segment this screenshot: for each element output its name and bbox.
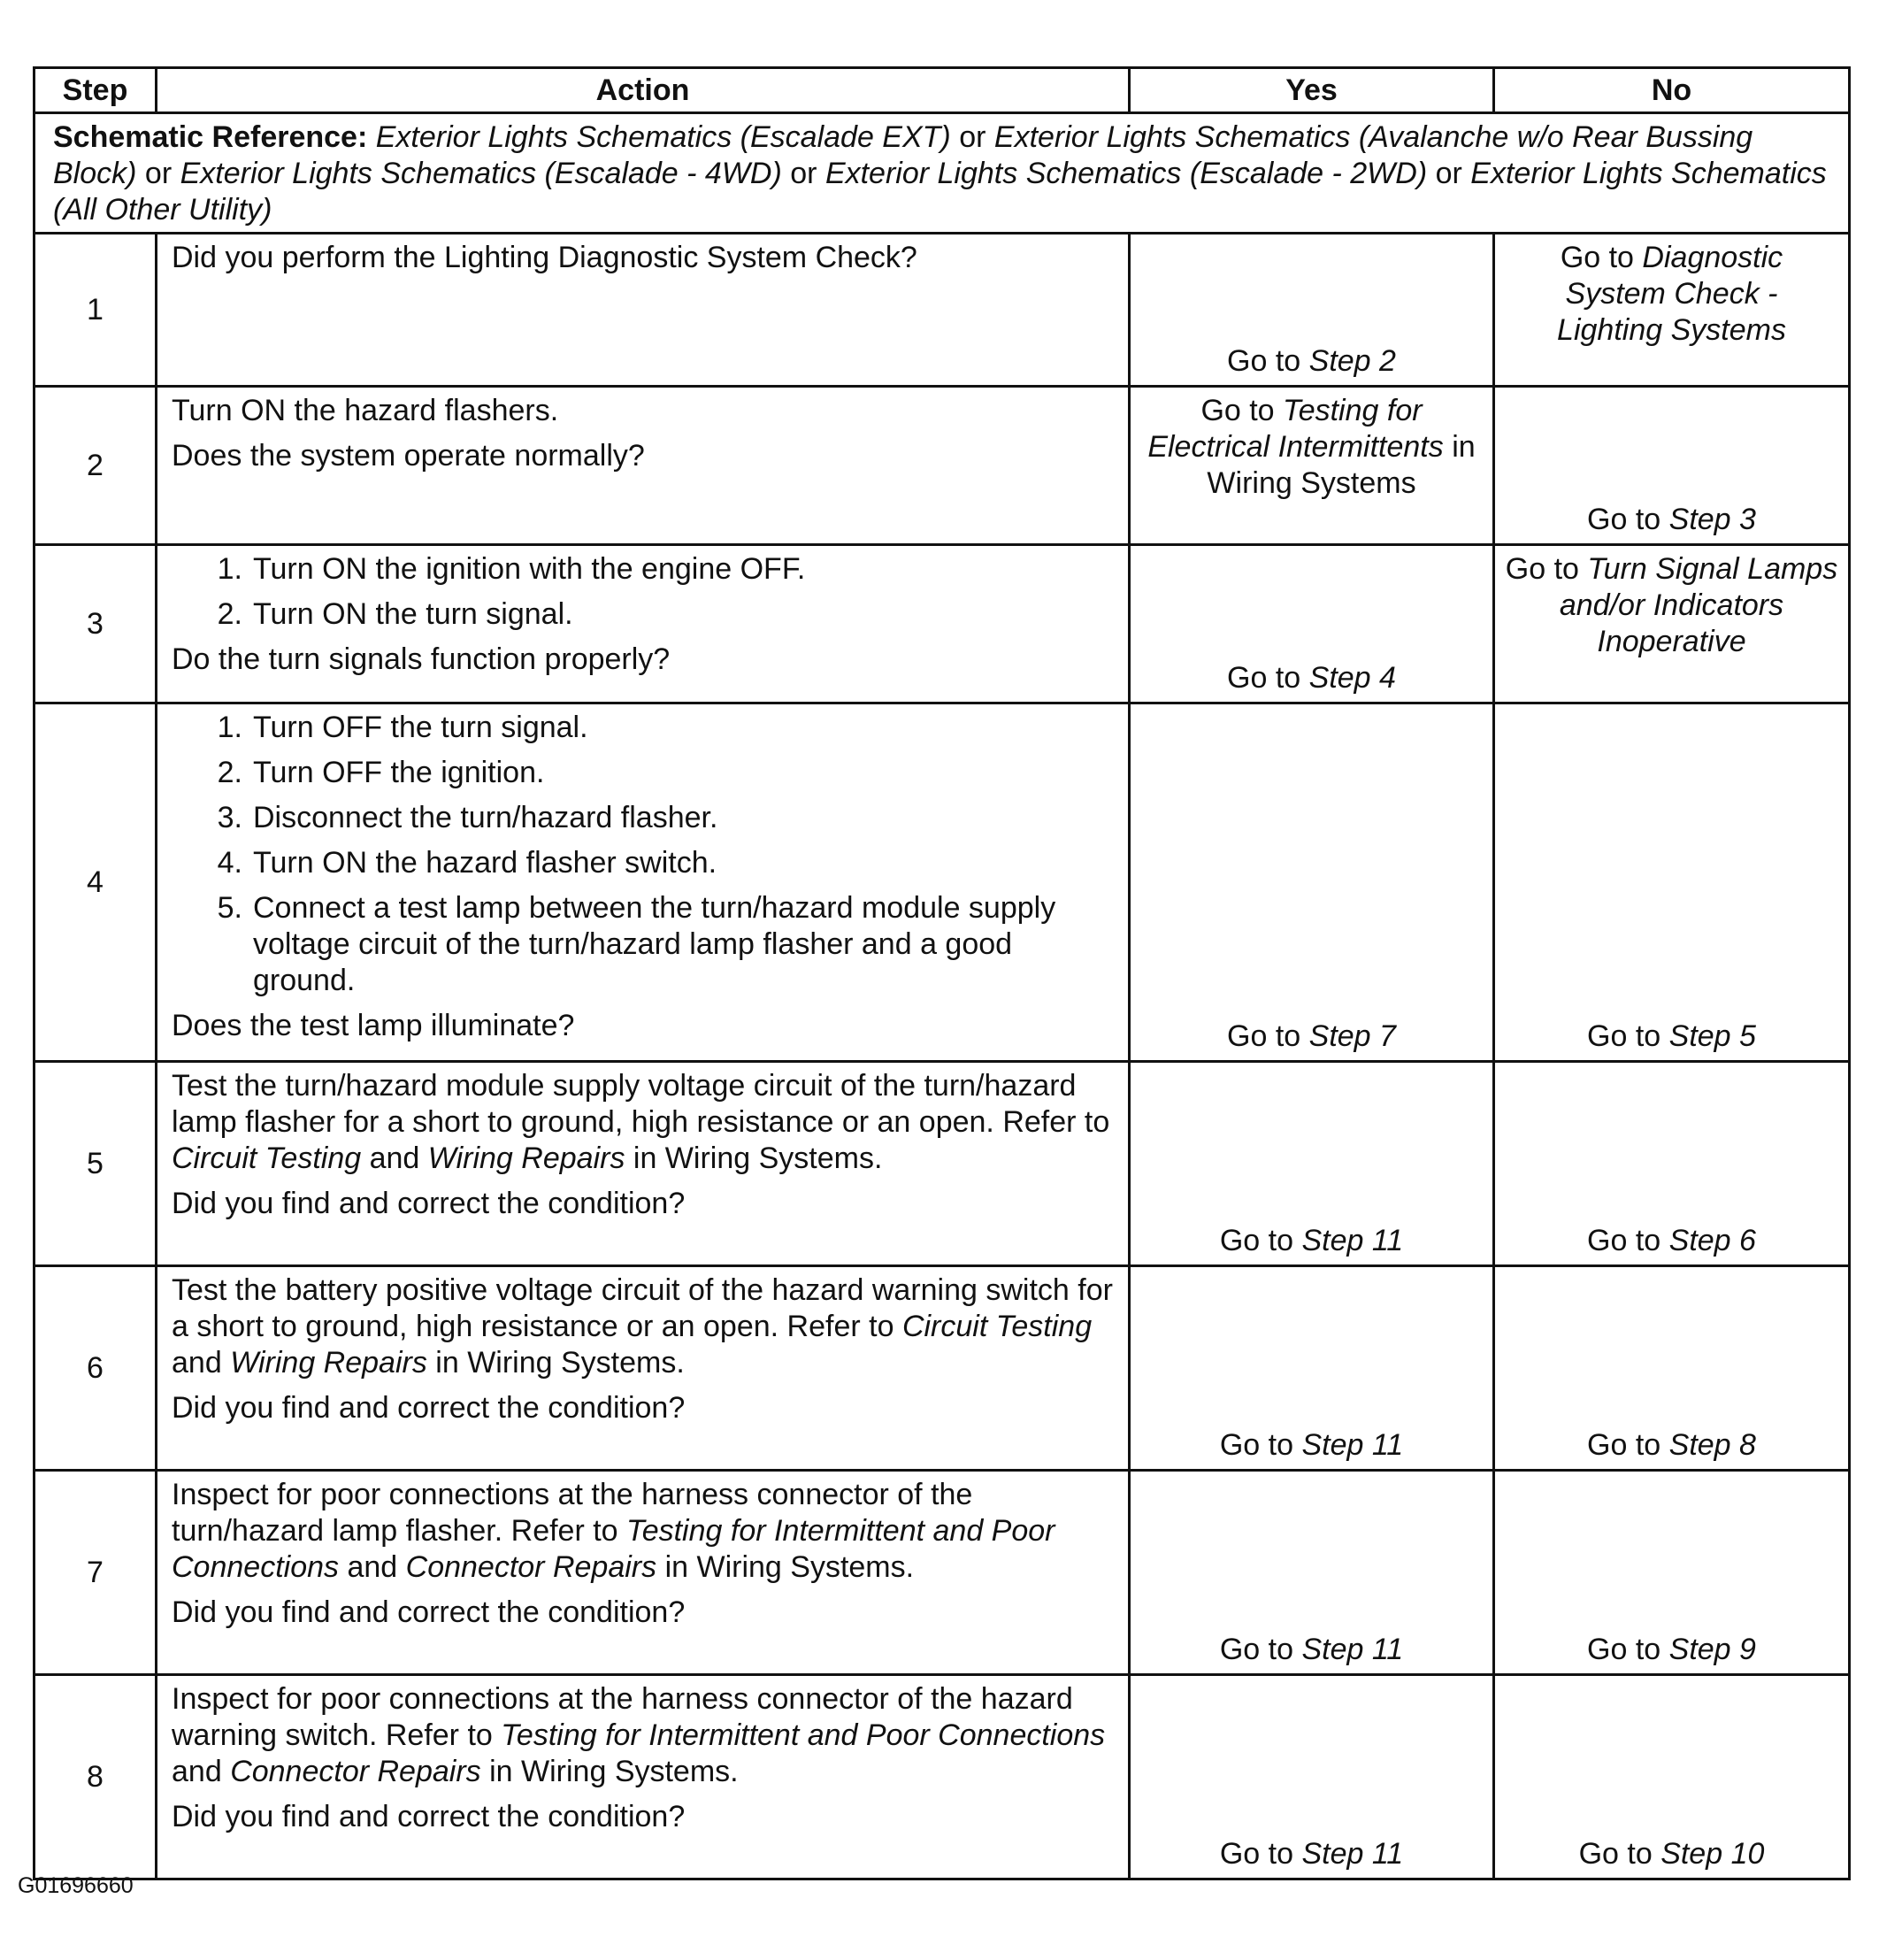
yes-link[interactable]: Step 11 xyxy=(1301,1837,1404,1871)
schematic-link-1[interactable]: Exterior Lights Schematics (Escalade EXT) xyxy=(375,120,951,154)
no-cell xyxy=(1494,545,1850,703)
body-text: Inspect for poor connections at the harness connector of the turn/hazard lamp flasher. Refer to xyxy=(172,1478,973,1548)
no-prefix: Go to xyxy=(1587,1633,1669,1666)
substep-number: 1. xyxy=(217,552,242,586)
no-prefix: Go to xyxy=(1578,1837,1661,1871)
question: Did you find and correct the condition? xyxy=(172,1187,686,1220)
no-cell xyxy=(1494,387,1850,545)
question: Did you perform the Lighting Diagnostic System Check? xyxy=(172,241,917,274)
reference-link[interactable]: Wiring Repairs xyxy=(230,1346,427,1380)
schematic-link-4[interactable]: Exterior Lights Schematics (Escalade - 2WD) xyxy=(824,157,1428,190)
step-number: 3 xyxy=(35,545,157,703)
header-row xyxy=(35,68,1850,113)
list-item xyxy=(172,551,1116,588)
yes-cell xyxy=(1130,545,1494,703)
yes-link[interactable]: Testing for Electrical Intermittents xyxy=(1147,394,1444,464)
action-body xyxy=(172,1477,1116,1586)
yes-link[interactable]: Step 7 xyxy=(1308,1019,1396,1053)
connector-or: or xyxy=(136,157,180,190)
substep-number: 1. xyxy=(217,711,242,744)
yes-prefix: Go to xyxy=(1219,1837,1302,1871)
no-prefix: Go to xyxy=(1560,241,1643,274)
substep-text: Turn OFF the turn signal. xyxy=(253,711,588,744)
substep-number: 2. xyxy=(217,756,242,789)
step-number: 8 xyxy=(35,1675,157,1879)
yes-cell xyxy=(1130,1266,1494,1471)
header-no: No xyxy=(1494,68,1850,113)
yes-prefix: Go to xyxy=(1219,1633,1302,1666)
no-link[interactable]: Step 6 xyxy=(1668,1224,1756,1257)
step-number: 1 xyxy=(35,234,157,387)
body-text: Test the battery positive voltage circuit of the hazard warning switch for a short to ground, high resistance or an open. Refer to xyxy=(172,1273,1113,1343)
body-text: in Wiring Systems. xyxy=(426,1346,685,1380)
no-link[interactable]: Step 5 xyxy=(1668,1019,1756,1053)
yes-prefix: Go to xyxy=(1200,394,1284,427)
yes-link[interactable]: Step 11 xyxy=(1301,1428,1404,1462)
no-link[interactable]: Step 10 xyxy=(1660,1837,1765,1871)
no-link[interactable]: Step 9 xyxy=(1668,1633,1756,1666)
table-row xyxy=(35,703,1850,1062)
yes-cell xyxy=(1130,1471,1494,1675)
table-row xyxy=(35,1675,1850,1879)
header-action: Action xyxy=(157,68,1130,113)
connector-and: and xyxy=(172,1346,231,1380)
action-body xyxy=(172,1068,1116,1177)
no-cell xyxy=(1494,1266,1850,1471)
diagnostic-table xyxy=(33,66,1851,1880)
reference-link[interactable]: Testing for Intermittent and Poor Connections xyxy=(501,1718,1106,1752)
schematic-link-2[interactable]: Exterior Lights Schematics (Avalanche w/o Rear Bussing Block) xyxy=(53,120,1753,190)
step-number: 6 xyxy=(35,1266,157,1471)
header-step: Step xyxy=(35,68,157,113)
yes-cell xyxy=(1130,387,1494,545)
reference-link[interactable]: Connector Repairs xyxy=(230,1755,481,1788)
action-cell xyxy=(157,703,1130,1062)
substep-text: Turn ON the hazard flasher switch. xyxy=(253,846,717,880)
yes-cell xyxy=(1130,234,1494,387)
no-link[interactable]: Turn Signal Lamps and/or Indicators Inoperative xyxy=(1559,552,1838,658)
reference-link[interactable]: Circuit Testing xyxy=(901,1310,1093,1343)
header-yes: Yes xyxy=(1130,68,1494,113)
no-cell xyxy=(1494,703,1850,1062)
yes-prefix: Go to xyxy=(1219,1428,1302,1462)
list-item xyxy=(172,800,1116,836)
question: Did you find and correct the condition? xyxy=(172,1800,686,1833)
schematic-reference-row xyxy=(35,113,1850,234)
no-prefix: Go to xyxy=(1587,1428,1669,1462)
step-number: 4 xyxy=(35,703,157,1062)
no-prefix: Go to xyxy=(1587,503,1669,536)
table-row xyxy=(35,1266,1850,1471)
table-row xyxy=(35,234,1850,387)
substep-text: Disconnect the turn/hazard flasher. xyxy=(253,801,718,834)
no-link[interactable]: Diagnostic System Check - Lighting Systems xyxy=(1557,241,1786,347)
substep-text: Turn ON the ignition with the engine OFF. xyxy=(253,552,806,586)
action-cell xyxy=(157,234,1130,387)
yes-suffix: in Wiring Systems xyxy=(1207,430,1476,500)
figure-id: G01696660 xyxy=(18,1873,134,1898)
body-text: Test the turn/hazard module supply voltage circuit of the turn/hazard lamp flasher for a short to ground, high resistance or an open. Refer to xyxy=(172,1069,1110,1139)
reference-link[interactable]: Circuit Testing xyxy=(172,1141,362,1175)
no-prefix: Go to xyxy=(1587,1019,1669,1053)
table-row xyxy=(35,1471,1850,1675)
action-body xyxy=(172,1272,1116,1381)
action-cell xyxy=(157,1266,1130,1471)
yes-prefix: Go to xyxy=(1227,344,1309,378)
body-text: in Wiring Systems. xyxy=(480,1755,739,1788)
no-link[interactable]: Step 8 xyxy=(1668,1428,1756,1462)
no-cell xyxy=(1494,234,1850,387)
body-text: in Wiring Systems. xyxy=(625,1141,883,1175)
yes-link[interactable]: Step 2 xyxy=(1308,344,1396,378)
yes-prefix: Go to xyxy=(1227,661,1309,695)
yes-link[interactable]: Step 4 xyxy=(1308,661,1396,695)
yes-cell xyxy=(1130,1675,1494,1879)
no-cell xyxy=(1494,1062,1850,1266)
substep-text: Turn ON the turn signal. xyxy=(253,597,573,631)
substep-list xyxy=(172,710,1116,999)
action-cell xyxy=(157,1471,1130,1675)
connector-and: and xyxy=(361,1141,428,1175)
action-cell xyxy=(157,1675,1130,1879)
no-cell xyxy=(1494,1675,1850,1879)
table-row xyxy=(35,1062,1850,1266)
list-item xyxy=(172,710,1116,746)
table-row xyxy=(35,545,1850,703)
list-item xyxy=(172,890,1116,999)
step-number: 2 xyxy=(35,387,157,545)
action-body xyxy=(172,1681,1116,1790)
list-item xyxy=(172,755,1116,791)
reference-link[interactable]: Connector Repairs xyxy=(405,1550,657,1584)
reference-link[interactable]: Testing for Intermittent and Poor Connections xyxy=(172,1514,1055,1584)
no-prefix: Go to xyxy=(1505,552,1588,586)
list-item xyxy=(172,845,1116,881)
list-item xyxy=(172,596,1116,633)
body-text: Inspect for poor connections at the harness connector of the hazard warning switch. Refer to xyxy=(172,1682,1073,1752)
schematic-reference-label: Schematic Reference: xyxy=(53,120,368,154)
reference-link[interactable]: Wiring Repairs xyxy=(427,1141,625,1175)
step-number: 5 xyxy=(35,1062,157,1266)
schematic-link-3[interactable]: Exterior Lights Schematics (Escalade - 4WD) xyxy=(180,157,782,190)
question: Does the system operate normally? xyxy=(172,439,645,473)
body-text: in Wiring Systems. xyxy=(656,1550,915,1584)
substep-list xyxy=(172,551,1116,633)
substep-number: 4. xyxy=(217,846,242,880)
action-cell xyxy=(157,545,1130,703)
no-link[interactable]: Step 3 xyxy=(1668,503,1756,536)
connector-and: and xyxy=(339,1550,406,1584)
no-cell xyxy=(1494,1471,1850,1675)
yes-cell xyxy=(1130,1062,1494,1266)
connector-or: or xyxy=(781,157,825,190)
question: Did you find and correct the condition? xyxy=(172,1595,686,1629)
connector-and: and xyxy=(172,1755,231,1788)
substep-number: 5. xyxy=(217,891,242,925)
yes-prefix: Go to xyxy=(1219,1224,1302,1257)
action-intro: Turn ON the hazard flashers. xyxy=(172,394,559,427)
yes-link[interactable]: Step 11 xyxy=(1301,1633,1404,1666)
step-number: 7 xyxy=(35,1471,157,1675)
yes-cell xyxy=(1130,703,1494,1062)
connector-or: or xyxy=(1427,157,1471,190)
connector-or: or xyxy=(950,120,994,154)
no-prefix: Go to xyxy=(1587,1224,1669,1257)
question: Did you find and correct the condition? xyxy=(172,1391,686,1425)
yes-link[interactable]: Step 11 xyxy=(1301,1224,1404,1257)
substep-number: 3. xyxy=(217,801,242,834)
action-cell xyxy=(157,1062,1130,1266)
table-row xyxy=(35,387,1850,545)
question: Does the test lamp illuminate? xyxy=(172,1009,575,1042)
substep-number: 2. xyxy=(217,597,242,631)
substep-text: Turn OFF the ignition. xyxy=(253,756,545,789)
schematic-link-5[interactable]: Exterior Lights Schematics (All Other Utility) xyxy=(53,157,1827,227)
substep-text: Connect a test lamp between the turn/hazard module supply voltage circuit of the turn/hazard lamp flasher and a good ground. xyxy=(253,891,1056,997)
action-cell xyxy=(157,387,1130,545)
schematic-reference xyxy=(35,113,1850,234)
yes-prefix: Go to xyxy=(1227,1019,1309,1053)
question: Do the turn signals function properly? xyxy=(172,642,671,676)
